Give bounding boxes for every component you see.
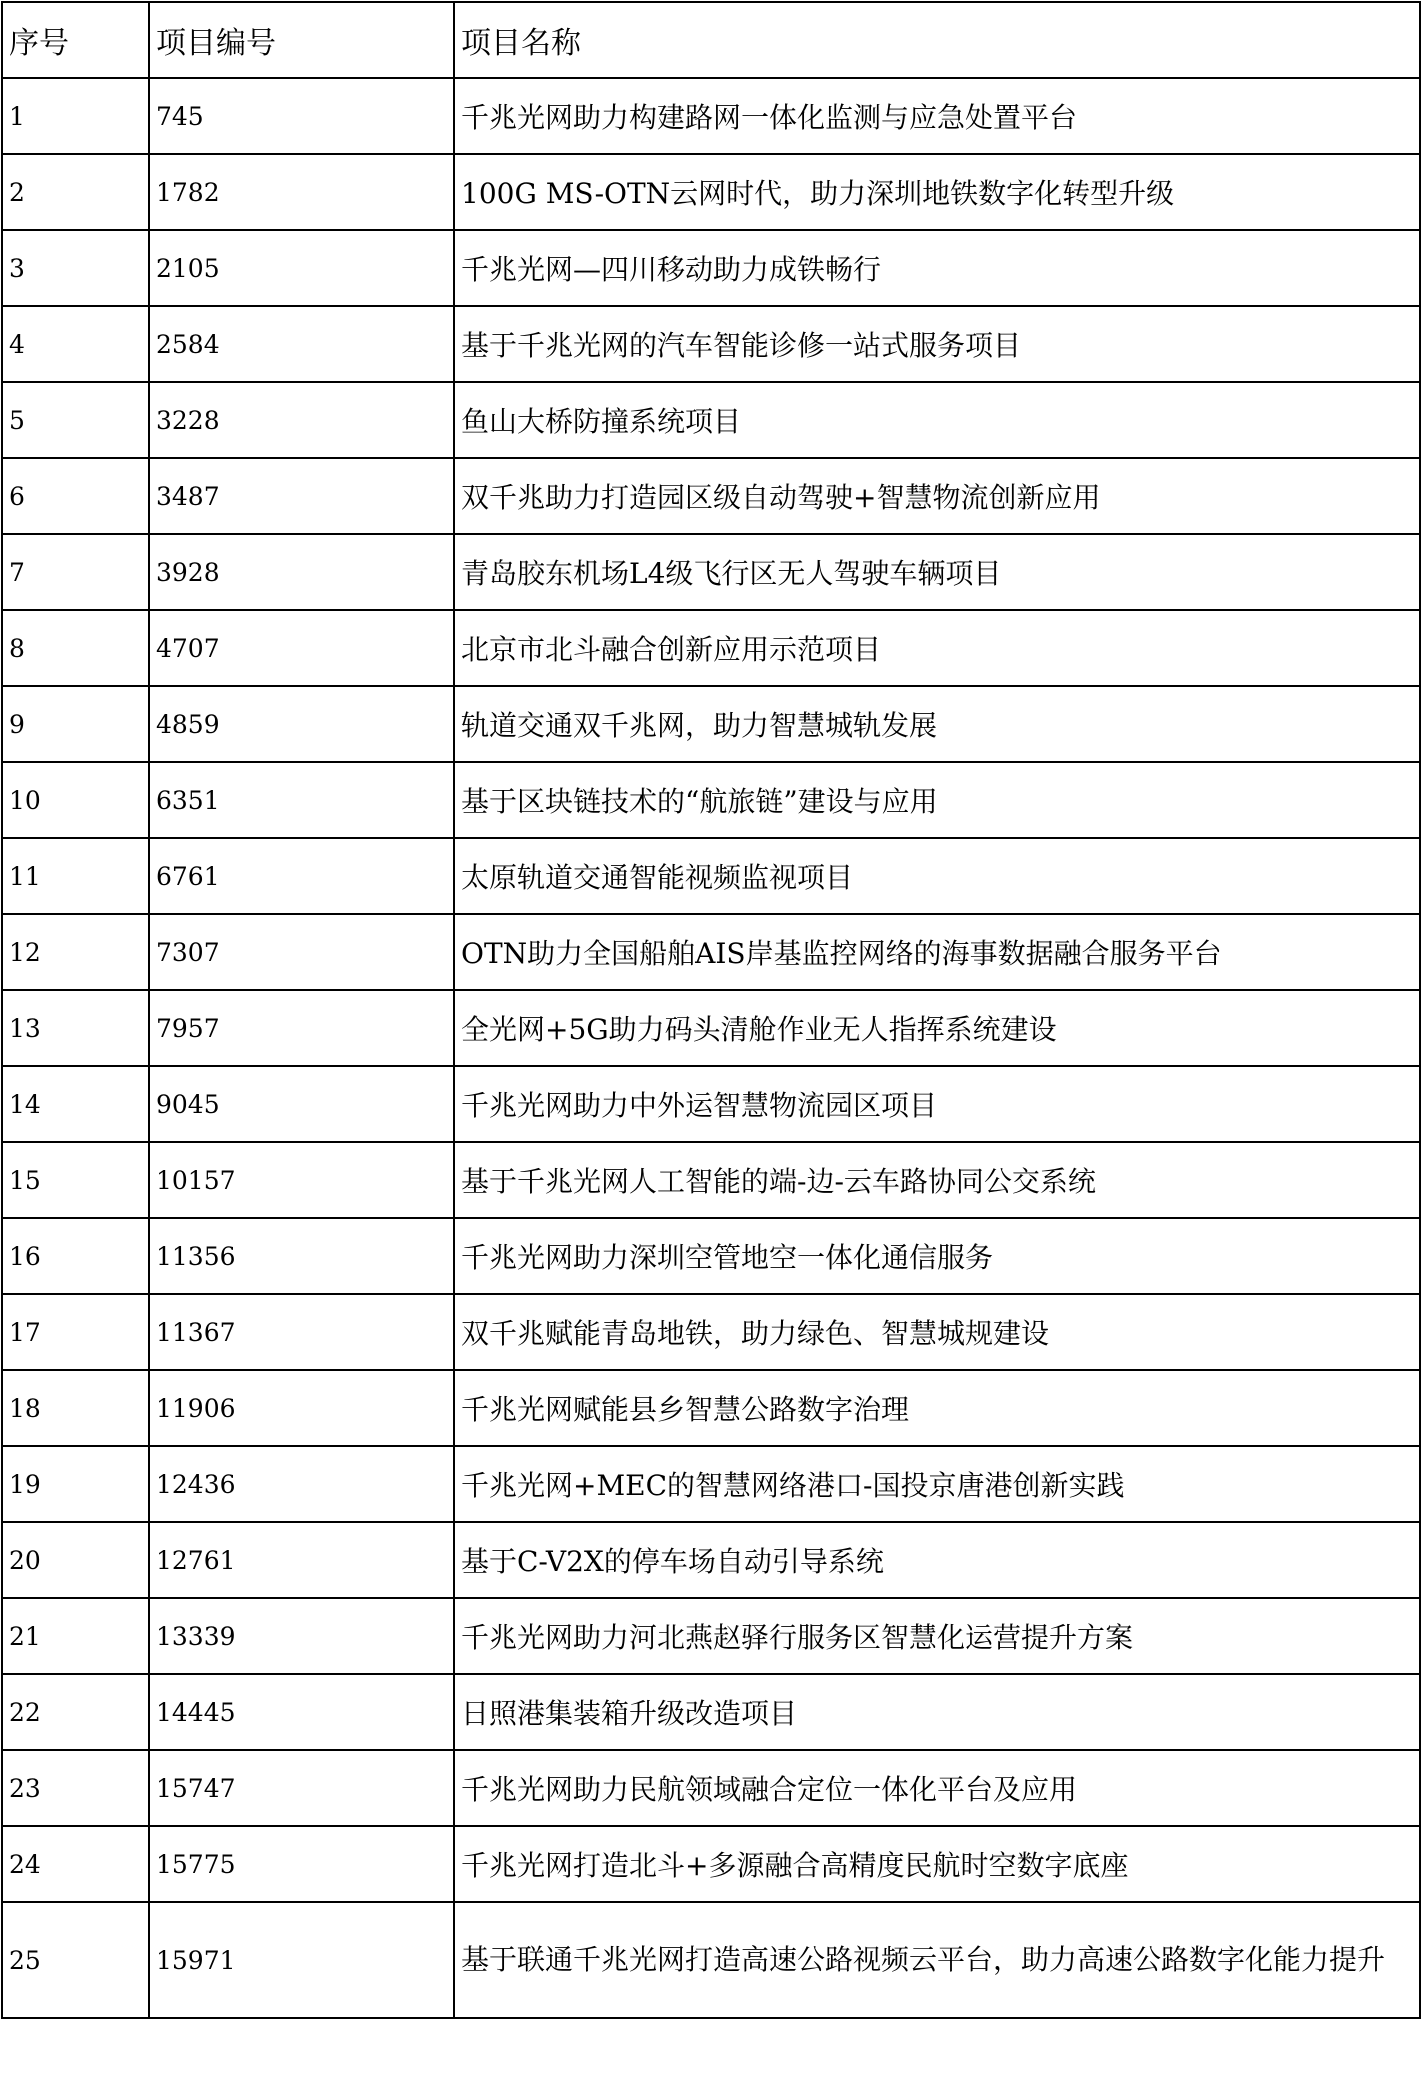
table-row bbox=[2, 1826, 1420, 1902]
code-cell: 15971 bbox=[149, 1902, 454, 2018]
code-cell: 6761 bbox=[149, 838, 454, 914]
code-cell: 7957 bbox=[149, 990, 454, 1066]
table-row bbox=[2, 1750, 1420, 1826]
seq-cell: 1 bbox=[2, 78, 149, 154]
seq-cell: 4 bbox=[2, 306, 149, 382]
name-cell: 100G MS-OTN云网时代，助力深圳地铁数字化转型升级 bbox=[454, 154, 1420, 230]
name-cell: 千兆光网助力中外运智慧物流园区项目 bbox=[454, 1066, 1420, 1142]
seq-cell: 9 bbox=[2, 686, 149, 762]
name-cell: 千兆光网助力构建路网一体化监测与应急处置平台 bbox=[454, 78, 1420, 154]
seq-cell: 15 bbox=[2, 1142, 149, 1218]
table-row bbox=[2, 1142, 1420, 1218]
table-row bbox=[2, 1522, 1420, 1598]
table-row bbox=[2, 534, 1420, 610]
seq-cell: 16 bbox=[2, 1218, 149, 1294]
name-cell: 千兆光网助力河北燕赵驿行服务区智慧化运营提升方案 bbox=[454, 1598, 1420, 1674]
code-cell: 1782 bbox=[149, 154, 454, 230]
code-cell: 4707 bbox=[149, 610, 454, 686]
seq-cell: 11 bbox=[2, 838, 149, 914]
table-row bbox=[2, 1446, 1420, 1522]
table-row bbox=[2, 686, 1420, 762]
table-row bbox=[2, 990, 1420, 1066]
code-cell: 3487 bbox=[149, 458, 454, 534]
table-row bbox=[2, 1370, 1420, 1446]
header-row bbox=[2, 2, 1420, 78]
seq-cell: 2 bbox=[2, 154, 149, 230]
code-cell: 10157 bbox=[149, 1142, 454, 1218]
name-cell: 太原轨道交通智能视频监视项目 bbox=[454, 838, 1420, 914]
name-cell: 千兆光网赋能县乡智慧公路数字治理 bbox=[454, 1370, 1420, 1446]
table-row bbox=[2, 762, 1420, 838]
name-cell: OTN助力全国船舶AIS岸基监控网络的海事数据融合服务平台 bbox=[454, 914, 1420, 990]
code-cell: 14445 bbox=[149, 1674, 454, 1750]
name-cell: 千兆光网助力民航领域融合定位一体化平台及应用 bbox=[454, 1750, 1420, 1826]
seq-cell: 18 bbox=[2, 1370, 149, 1446]
seq-cell: 17 bbox=[2, 1294, 149, 1370]
table-row bbox=[2, 78, 1420, 154]
seq-cell: 10 bbox=[2, 762, 149, 838]
name-cell: 千兆光网—四川移动助力成铁畅行 bbox=[454, 230, 1420, 306]
code-cell: 12436 bbox=[149, 1446, 454, 1522]
seq-cell: 21 bbox=[2, 1598, 149, 1674]
code-cell: 6351 bbox=[149, 762, 454, 838]
code-cell: 2584 bbox=[149, 306, 454, 382]
code-cell: 3928 bbox=[149, 534, 454, 610]
code-cell: 4859 bbox=[149, 686, 454, 762]
seq-cell: 5 bbox=[2, 382, 149, 458]
seq-cell: 7 bbox=[2, 534, 149, 610]
name-cell: 鱼山大桥防撞系统项目 bbox=[454, 382, 1420, 458]
table-row bbox=[2, 230, 1420, 306]
name-cell: 千兆光网助力深圳空管地空一体化通信服务 bbox=[454, 1218, 1420, 1294]
code-cell: 3228 bbox=[149, 382, 454, 458]
seq-cell: 20 bbox=[2, 1522, 149, 1598]
seq-cell: 22 bbox=[2, 1674, 149, 1750]
table-header bbox=[2, 2, 1420, 78]
seq-cell: 12 bbox=[2, 914, 149, 990]
seq-cell: 23 bbox=[2, 1750, 149, 1826]
table-row bbox=[2, 1066, 1420, 1142]
header-name: 项目名称 bbox=[454, 2, 1420, 78]
table-row bbox=[2, 382, 1420, 458]
name-cell: 基于千兆光网人工智能的端-边-云车路协同公交系统 bbox=[454, 1142, 1420, 1218]
header-seq: 序号 bbox=[2, 2, 149, 78]
table-body bbox=[2, 78, 1420, 2018]
table-row bbox=[2, 1598, 1420, 1674]
table-row bbox=[2, 154, 1420, 230]
seq-cell: 24 bbox=[2, 1826, 149, 1902]
name-cell: 基于区块链技术的“航旅链”建设与应用 bbox=[454, 762, 1420, 838]
table-row bbox=[2, 1902, 1420, 2018]
code-cell: 9045 bbox=[149, 1066, 454, 1142]
name-cell: 基于C-V2X的停车场自动引导系统 bbox=[454, 1522, 1420, 1598]
code-cell: 11356 bbox=[149, 1218, 454, 1294]
code-cell: 15747 bbox=[149, 1750, 454, 1826]
name-cell: 双千兆赋能青岛地铁，助力绿色、智慧城规建设 bbox=[454, 1294, 1420, 1370]
name-cell: 轨道交通双千兆网，助力智慧城轨发展 bbox=[454, 686, 1420, 762]
table-row bbox=[2, 914, 1420, 990]
name-cell: 基于千兆光网的汽车智能诊修一站式服务项目 bbox=[454, 306, 1420, 382]
code-cell: 2105 bbox=[149, 230, 454, 306]
seq-cell: 14 bbox=[2, 1066, 149, 1142]
name-cell: 全光网+5G助力码头清舱作业无人指挥系统建设 bbox=[454, 990, 1420, 1066]
table-row bbox=[2, 1294, 1420, 1370]
seq-cell: 8 bbox=[2, 610, 149, 686]
name-cell: 基于联通千兆光网打造高速公路视频云平台，助力高速公路数字化能力提升 bbox=[454, 1902, 1420, 2018]
name-cell: 千兆光网打造北斗+多源融合高精度民航时空数字底座 bbox=[454, 1826, 1420, 1902]
project-table bbox=[1, 1, 1421, 2019]
table-row bbox=[2, 610, 1420, 686]
seq-cell: 19 bbox=[2, 1446, 149, 1522]
name-cell: 北京市北斗融合创新应用示范项目 bbox=[454, 610, 1420, 686]
code-cell: 7307 bbox=[149, 914, 454, 990]
code-cell: 11906 bbox=[149, 1370, 454, 1446]
code-cell: 15775 bbox=[149, 1826, 454, 1902]
table-row bbox=[2, 838, 1420, 914]
code-cell: 13339 bbox=[149, 1598, 454, 1674]
name-cell: 日照港集装箱升级改造项目 bbox=[454, 1674, 1420, 1750]
header-code: 项目编号 bbox=[149, 2, 454, 78]
name-cell: 千兆光网+MEC的智慧网络港口-国投京唐港创新实践 bbox=[454, 1446, 1420, 1522]
table-row bbox=[2, 458, 1420, 534]
seq-cell: 13 bbox=[2, 990, 149, 1066]
code-cell: 745 bbox=[149, 78, 454, 154]
table-row bbox=[2, 1218, 1420, 1294]
seq-cell: 3 bbox=[2, 230, 149, 306]
seq-cell: 6 bbox=[2, 458, 149, 534]
table-row bbox=[2, 306, 1420, 382]
name-cell: 双千兆助力打造园区级自动驾驶+智慧物流创新应用 bbox=[454, 458, 1420, 534]
code-cell: 11367 bbox=[149, 1294, 454, 1370]
seq-cell: 25 bbox=[2, 1902, 149, 2018]
name-cell: 青岛胶东机场L4级飞行区无人驾驶车辆项目 bbox=[454, 534, 1420, 610]
code-cell: 12761 bbox=[149, 1522, 454, 1598]
table-row bbox=[2, 1674, 1420, 1750]
